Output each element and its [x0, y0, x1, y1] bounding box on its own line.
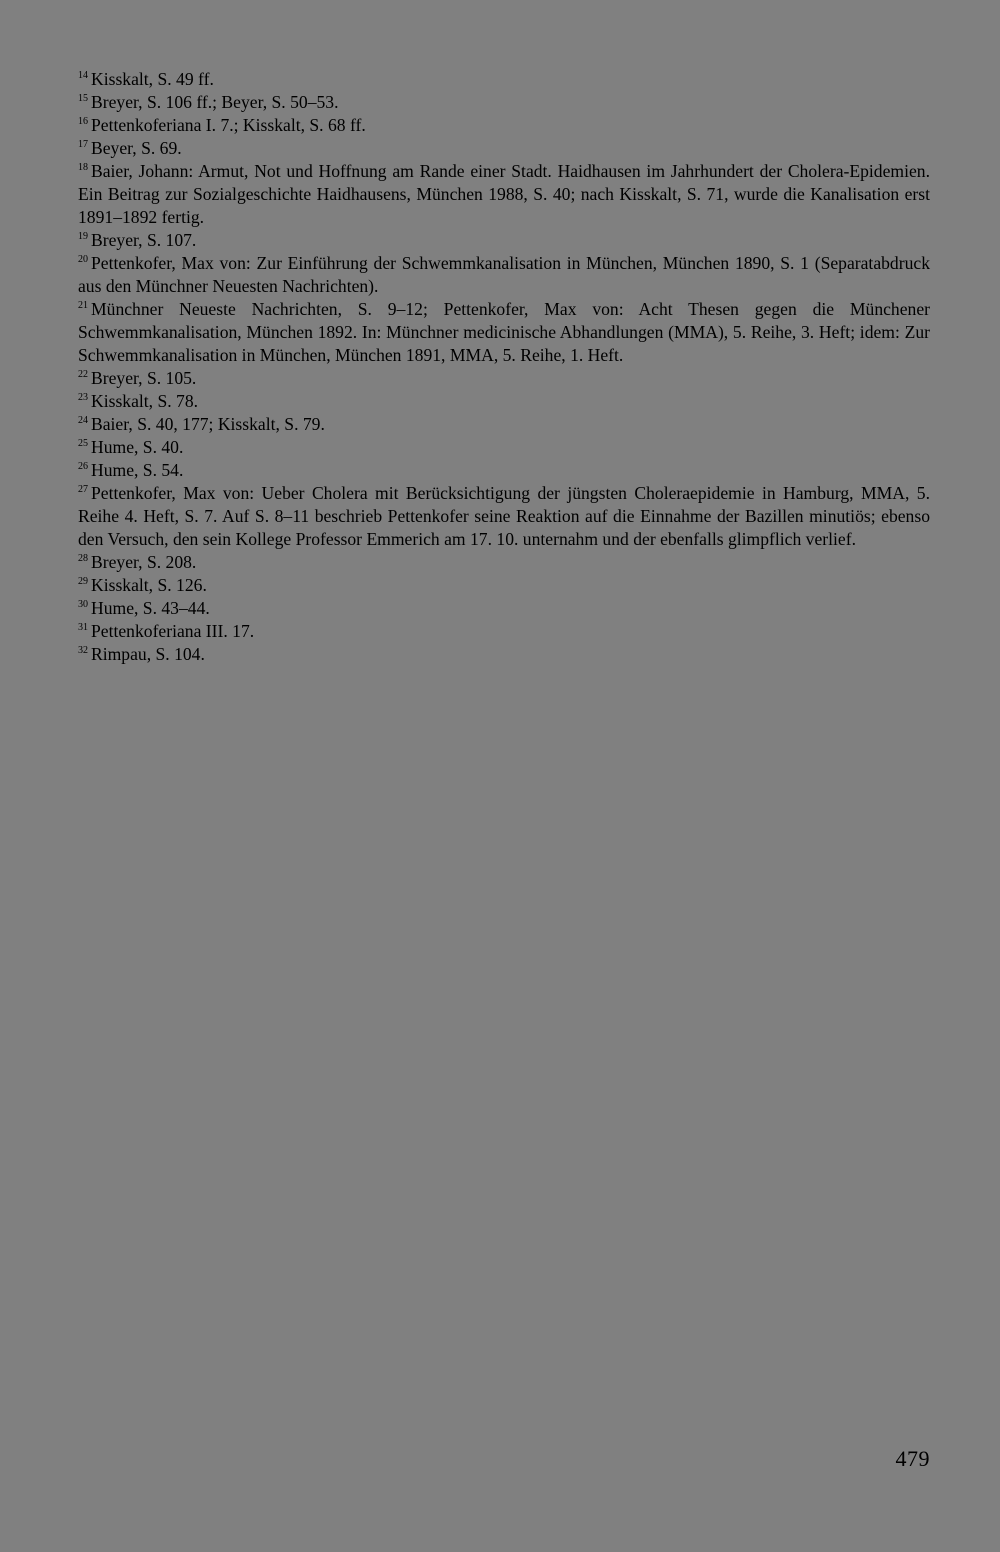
footnote-number: 24: [78, 415, 88, 426]
footnote-text: Kisskalt, S. 78.: [91, 391, 199, 411]
footnote-text: Pettenkofer, Max von: Zur Einführung der Schwemmkanalisation in München, München 1890, S. 1 (Separatabdruck aus den Münchner Neuesten Nachrichten).: [78, 253, 930, 296]
footnote-text: Breyer, S. 208.: [91, 552, 197, 572]
footnote-14: [78, 68, 930, 91]
footnote-text: Pettenkofer, Max von: Ueber Cholera mit Berücksichtigung der jüngsten Choleraepidemie in Hamburg, MMA, 5. Reihe 4. Heft, S. 7. Auf S. 8–11 beschrieb Pettenkofer seine Reaktion auf die Einnahme der Bazillen minutiös; ebenso den Versuch, den sein Kollege Professor Emmerich am 17. 10. unternahm und der ebenfalls glimpflich verlief.: [78, 483, 930, 549]
footnote-number: 14: [78, 70, 88, 81]
footnote-19: [78, 229, 930, 252]
footnote-18: [78, 160, 930, 229]
footnote-number: 23: [78, 392, 88, 403]
footnote-number: 15: [78, 93, 88, 104]
footnote-text: Breyer, S. 106 ff.; Beyer, S. 50–53.: [91, 92, 339, 112]
footnote-31: [78, 620, 930, 643]
footnote-number: 25: [78, 438, 88, 449]
footnote-text: Breyer, S. 107.: [91, 230, 197, 250]
footnote-list: [78, 68, 930, 666]
footnote-text: Hume, S. 54.: [91, 460, 184, 480]
footnote-27: [78, 482, 930, 551]
footnote-text: Münchner Neueste Nachrichten, S. 9–12; Pettenkofer, Max von: Acht Thesen gegen die Münchener Schwemmkanalisation, München 1892. In: Münchner medicinische Abhandlungen (MMA), 5. Reihe, 3. Heft; idem: Zur Schwemmkanalisation in München, München 1891, MMA, 5. Reihe, 1. Heft.: [78, 299, 930, 365]
footnote-text: Breyer, S. 105.: [91, 368, 197, 388]
footnote-number: 31: [78, 622, 88, 633]
footnote-text: Hume, S. 43–44.: [91, 598, 210, 618]
footnote-25: [78, 436, 930, 459]
footnote-21: [78, 298, 930, 367]
footnote-text: Baier, Johann: Armut, Not und Hoffnung am Rande einer Stadt. Haidhausen im Jahrhundert der Cholera-Epidemien. Ein Beitrag zur Sozialgeschichte Haidhausens, München 1988, S. 40; nach Kisskalt, S. 71, wurde die Kanalisation erst 1891–1892 fertig.: [78, 161, 930, 227]
footnote-number: 16: [78, 116, 88, 127]
footnote-24: [78, 413, 930, 436]
footnote-text: Hume, S. 40.: [91, 437, 184, 457]
footnote-16: [78, 114, 930, 137]
footnote-29: [78, 574, 930, 597]
page-number: 479: [895, 1446, 930, 1471]
footnote-text: Baier, S. 40, 177; Kisskalt, S. 79.: [91, 414, 325, 434]
footnote-number: 20: [78, 254, 88, 265]
footnote-30: [78, 597, 930, 620]
footnote-22: [78, 367, 930, 390]
footnote-number: 30: [78, 599, 88, 610]
footnote-text: Pettenkoferiana III. 17.: [91, 621, 255, 641]
footnote-number: 19: [78, 231, 88, 242]
footnote-text: Kisskalt, S. 49 ff.: [91, 69, 214, 89]
footnote-32: [78, 643, 930, 666]
footnote-text: Kisskalt, S. 126.: [91, 575, 207, 595]
footnote-17: [78, 137, 930, 160]
footnote-number: 18: [78, 162, 88, 173]
footnote-number: 32: [78, 645, 88, 656]
footnote-number: 28: [78, 553, 88, 564]
footnote-number: 26: [78, 461, 88, 472]
footnote-15: [78, 91, 930, 114]
footnote-text: Pettenkoferiana I. 7.; Kisskalt, S. 68 ff.: [91, 115, 366, 135]
footnote-number: 29: [78, 576, 88, 587]
footnote-text: Beyer, S. 69.: [91, 138, 182, 158]
footnote-text: Rimpau, S. 104.: [91, 644, 205, 664]
footnote-number: 21: [78, 300, 88, 311]
footnote-20: [78, 252, 930, 298]
footnote-26: [78, 459, 930, 482]
footnote-28: [78, 551, 930, 574]
footnote-number: 27: [78, 484, 88, 495]
footnote-number: 22: [78, 369, 88, 380]
footnote-23: [78, 390, 930, 413]
footnote-number: 17: [78, 139, 88, 150]
